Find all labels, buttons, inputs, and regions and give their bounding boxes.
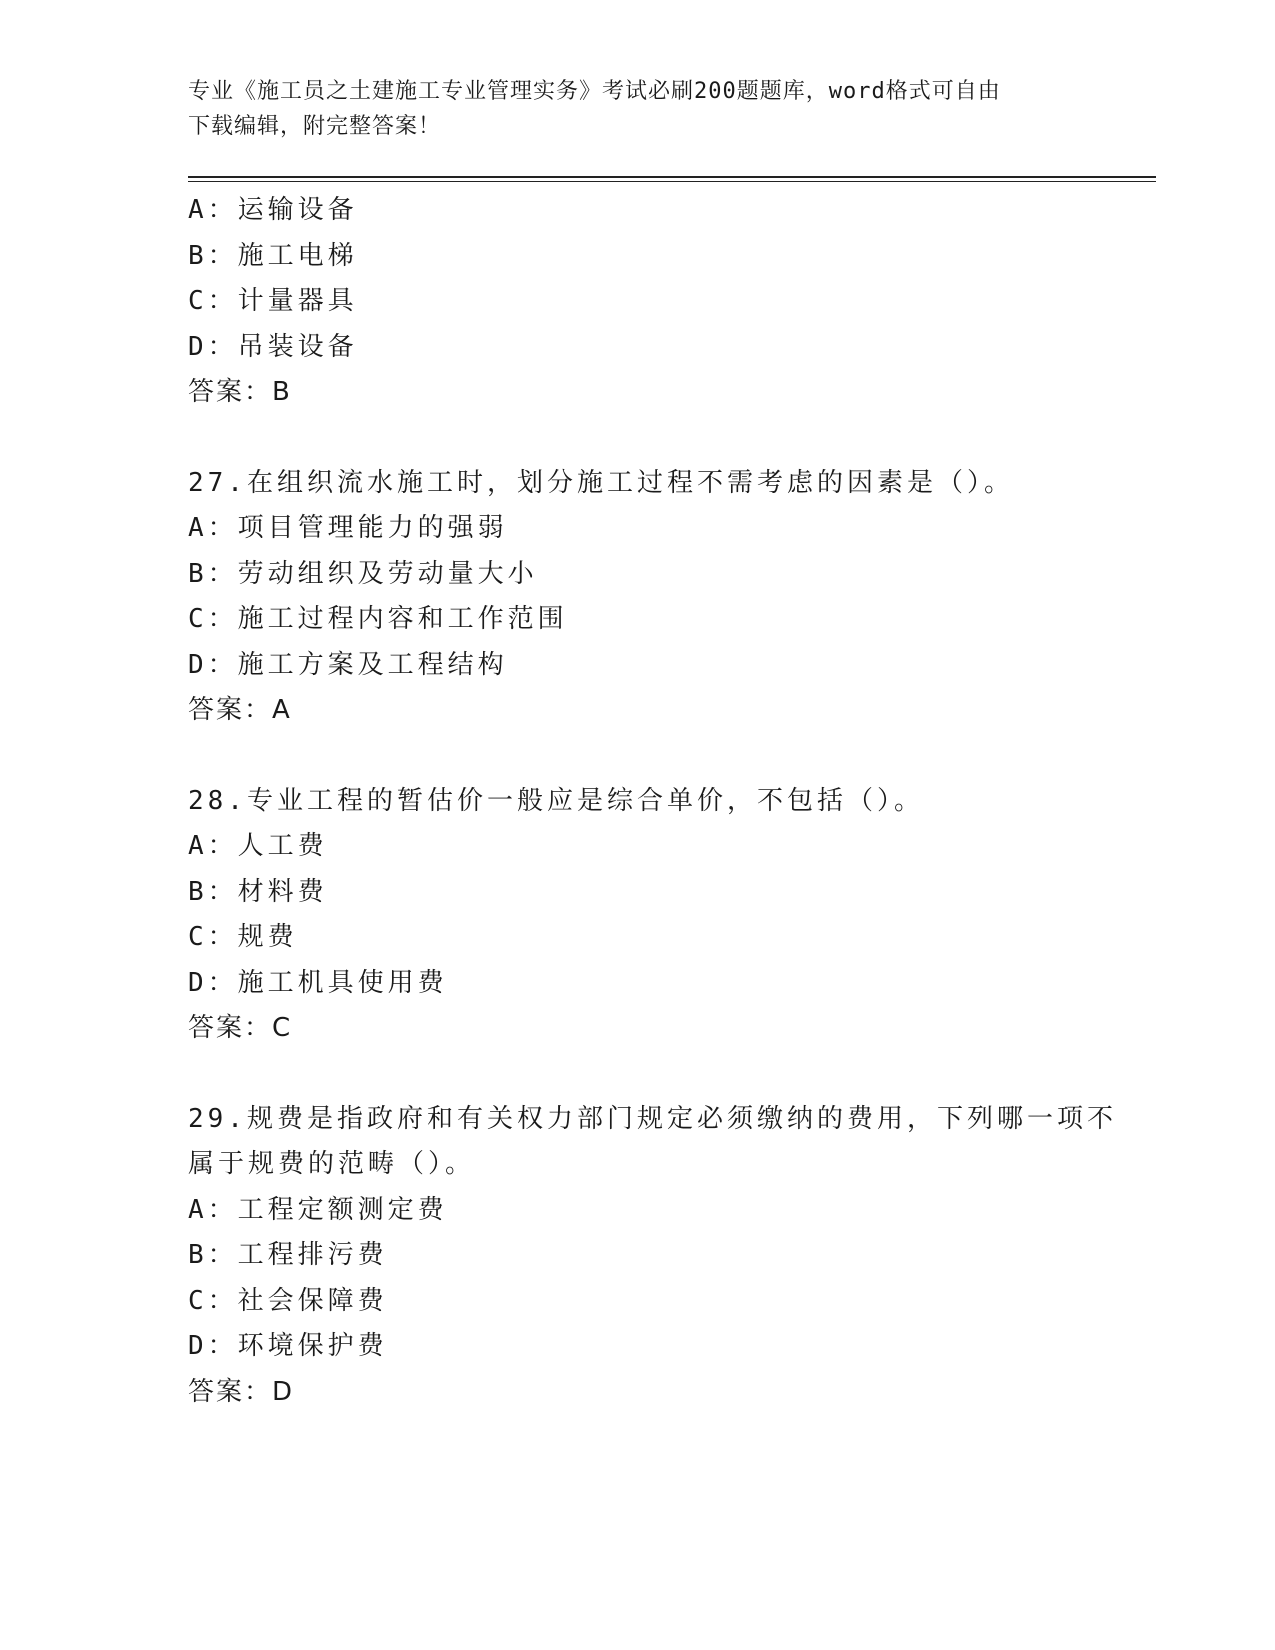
option-c: C：计量器具 — [188, 286, 358, 316]
header-divider-thin — [188, 181, 1156, 182]
answer: 答案：B — [188, 377, 292, 407]
option-b: B：施工电梯 — [188, 240, 358, 271]
option-c: C：施工过程内容和工作范围 — [188, 604, 568, 634]
option-d: D：施工方案及工程结构 — [188, 649, 508, 680]
header-line-1: 专业《施工员之土建施工专业管理实务》考试必刷200题题库，word格式可自由 — [188, 79, 1001, 104]
option-d: D：吊装设备 — [188, 331, 358, 362]
question-stem: 28.专业工程的暂估价一般应是综合单价，不包括（）。 — [188, 785, 924, 816]
answer: 答案：C — [188, 1013, 293, 1043]
question-block-29 — [188, 1097, 1117, 1416]
question-list — [188, 188, 1117, 1415]
question-block-27 — [188, 461, 1088, 734]
spacer — [188, 1052, 1088, 1097]
question-block-26 — [188, 188, 1088, 416]
question-stem-line-2: 属于规费的范畴（）。 — [188, 1149, 476, 1179]
option-a: A：项目管理能力的强弱 — [188, 513, 508, 543]
spacer — [188, 416, 1088, 461]
header-divider-thick — [188, 176, 1156, 178]
option-c: C：社会保障费 — [188, 1285, 388, 1316]
spacer — [188, 734, 1088, 779]
option-d: D：施工机具使用费 — [188, 967, 448, 998]
question-stem: 27.在组织流水施工时，划分施工过程不需考虑的因素是（）。 — [188, 467, 1014, 498]
option-a: A：人工费 — [188, 831, 328, 861]
option-c: C：规费 — [188, 922, 298, 952]
header-line-2: 下载编辑，附完整答案！ — [188, 114, 442, 139]
option-d: D：环境保护费 — [188, 1331, 388, 1361]
option-b: B：材料费 — [188, 876, 328, 907]
option-a: A：运输设备 — [188, 195, 358, 225]
question-stem-line-1: 29.规费是指政府和有关权力部门规定必须缴纳的费用，下列哪一项不 — [188, 1103, 1117, 1134]
question-block-28 — [188, 779, 1088, 1052]
answer: 答案：A — [188, 695, 292, 725]
document-header — [188, 74, 1088, 144]
option-a: A：工程定额测定费 — [188, 1194, 448, 1225]
option-b: B：工程排污费 — [188, 1240, 388, 1270]
answer: 答案：D — [188, 1376, 295, 1407]
option-b: B：劳动组织及劳动量大小 — [188, 558, 538, 589]
